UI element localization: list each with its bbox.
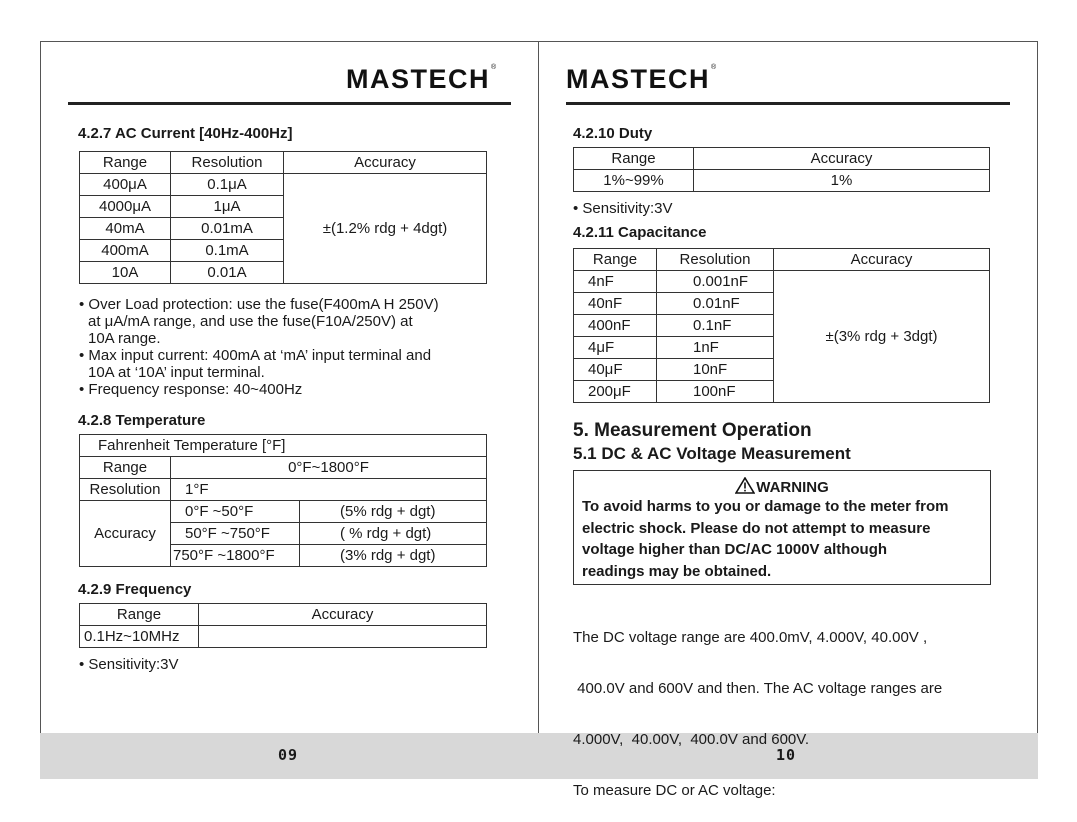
table-cell: (5% rdg + dgt) [300, 501, 487, 523]
table-cell: 0.01mA [171, 218, 284, 240]
table-header: Range [80, 152, 171, 174]
table-cell: 400nF [574, 315, 657, 337]
range-value: 0°F~1800°F [171, 457, 487, 479]
warning-line: To avoid harms to you or damage to the meter from [582, 498, 949, 515]
warning-title-row [574, 477, 990, 496]
page-divider [538, 41, 539, 733]
duty-sensitivity: • Sensitivity:3V [573, 200, 673, 217]
left-header-rule [68, 102, 511, 105]
table-cell: 100nF [657, 381, 774, 403]
table-header: Accuracy [694, 148, 990, 170]
ac-current-table [79, 151, 487, 284]
page-frame-right [1037, 41, 1038, 779]
body-line: The DC voltage range are 400.0mV, 4.000V, 40.00V , [573, 629, 928, 646]
temperature-table [79, 434, 487, 567]
table-cell: 4μF [574, 337, 657, 359]
warning-text [582, 496, 948, 582]
table-cell: 50°F ~750°F [171, 523, 300, 545]
body-line: To measure DC or AC voltage: [573, 782, 776, 799]
table-cell: 0.01A [171, 262, 284, 284]
body-line: 400.0V and 600V and then. The AC voltage ranges are [573, 680, 943, 697]
warning-box [573, 470, 991, 585]
registered-mark: ® [711, 64, 718, 71]
right-header-rule [566, 102, 1010, 105]
table-cell: ( % rdg + dgt) [300, 523, 487, 545]
brand-name: MASTECH [346, 64, 490, 94]
frequency-sensitivity: • Sensitivity:3V [79, 656, 179, 673]
right-page-number: 10 [776, 746, 797, 764]
table-cell: 0.1μA [171, 174, 284, 196]
note-line: 10A range. [88, 330, 161, 347]
capacitance-table [573, 248, 990, 403]
table-cell: 40mA [80, 218, 171, 240]
table-header: Accuracy [199, 604, 487, 626]
table-header: Range [574, 148, 694, 170]
table-cell: 0.1Hz~10MHz [80, 626, 199, 648]
table-header: Range [80, 604, 199, 626]
table-cell: 40μF [574, 359, 657, 381]
table-cell: 0.001nF [657, 271, 774, 293]
table-header: Resolution [657, 249, 774, 271]
left-page-number: 09 [278, 746, 299, 764]
frequency-heading: 4.2.9 Frequency [78, 581, 192, 598]
table-header: Range [574, 249, 657, 271]
table-cell: 400μA [80, 174, 171, 196]
table-cell: 1nF [657, 337, 774, 359]
accuracy-label: Accuracy [80, 501, 171, 567]
duty-heading: 4.2.10 Duty [573, 125, 653, 142]
subsection-title: 5.1 DC & AC Voltage Measurement [573, 444, 851, 463]
warning-title: WARNING [756, 479, 829, 496]
left-brand-logo [346, 64, 498, 95]
table-cell: (3% rdg + dgt) [300, 545, 487, 567]
note-line: • Over Load protection: use the fuse(F400mA H 250V) [79, 296, 439, 313]
table-cell: 400mA [80, 240, 171, 262]
body-line: 4.000V, 40.00V, 400.0V and 600V. [573, 731, 810, 748]
table-header: Accuracy [284, 152, 487, 174]
duty-table [573, 147, 990, 192]
table-cell: 40nF [574, 293, 657, 315]
note-line: • Frequency response: 40~400Hz [79, 381, 303, 398]
table-cell: 0°F ~50°F [171, 501, 300, 523]
page-frame-left [40, 41, 41, 779]
table-cell: 4000μA [80, 196, 171, 218]
table-cell: 750°F ~1800°F [171, 545, 300, 567]
note-line: 10A at ‘10A’ input terminal. [88, 364, 265, 381]
accuracy-cell: ±(1.2% rdg + 4dgt) [284, 174, 487, 284]
table-header: Accuracy [774, 249, 990, 271]
warning-triangle-icon [735, 477, 755, 494]
voltage-description [573, 595, 942, 816]
registered-mark: ® [491, 64, 498, 71]
resolution-label: Resolution [80, 479, 171, 501]
range-label: Range [80, 457, 171, 479]
temperature-title: Fahrenheit Temperature [°F] [80, 435, 487, 457]
note-line: at μA/mA range, and use the fuse(F10A/250V) at [88, 313, 413, 330]
section-title: 5. Measurement Operation [573, 420, 812, 441]
capacitance-heading: 4.2.11 Capacitance [573, 224, 707, 241]
right-brand-logo [566, 64, 718, 95]
ac-current-heading: 4.2.7 AC Current [40Hz-400Hz] [78, 125, 293, 142]
table-cell: 1μA [171, 196, 284, 218]
table-cell: 0.1nF [657, 315, 774, 337]
table-cell: 200μF [574, 381, 657, 403]
table-header: Resolution [171, 152, 284, 174]
table-cell: 1% [694, 170, 990, 192]
table-cell [199, 626, 487, 648]
temperature-heading: 4.2.8 Temperature [78, 412, 206, 429]
table-cell: 10nF [657, 359, 774, 381]
note-line: • Max input current: 400mA at ‘mA’ input terminal and [79, 347, 432, 364]
table-cell: 4nF [574, 271, 657, 293]
ac-current-notes [79, 296, 439, 398]
table-cell: 10A [80, 262, 171, 284]
brand-name: MASTECH [566, 64, 710, 94]
accuracy-cell: ±(3% rdg + 3dgt) [774, 271, 990, 403]
table-cell: 0.01nF [657, 293, 774, 315]
table-cell: 1%~99% [574, 170, 694, 192]
warning-line: voltage higher than DC/AC 1000V although [582, 541, 888, 558]
resolution-value: 1°F [171, 479, 487, 501]
table-cell: 0.1mA [171, 240, 284, 262]
page-frame-top [40, 41, 1038, 42]
frequency-table [79, 603, 487, 648]
warning-line: readings may be obtained. [582, 562, 772, 580]
warning-line: electric shock. Please do not attempt to measure [582, 519, 931, 537]
